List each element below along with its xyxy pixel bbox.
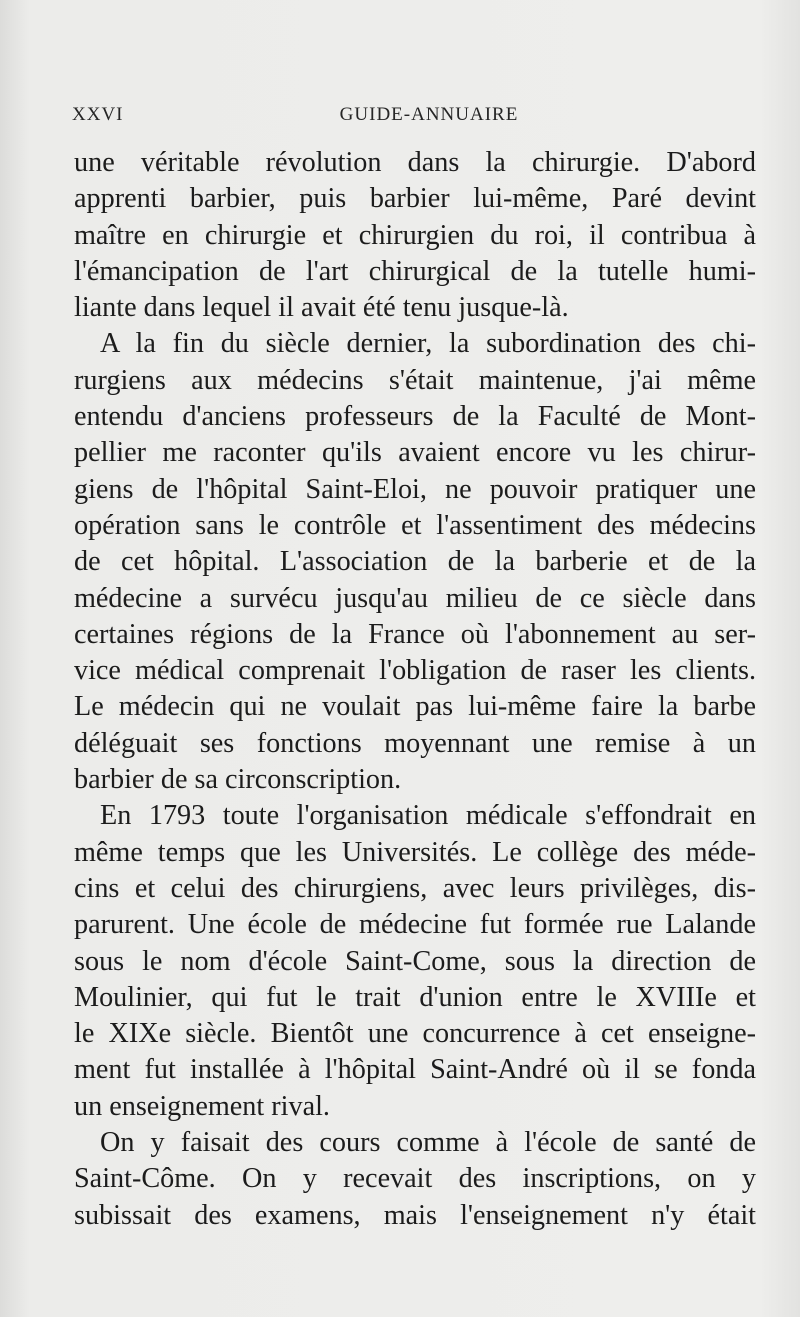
text-line: un enseignement rival. — [74, 1090, 330, 1122]
paragraph — [74, 145, 756, 326]
text-line: giens de l'hôpital Saint-Eloi, ne pouvoir pratiquer une — [74, 473, 756, 505]
text-line: médecine a survécu jusqu'au milieu de ce siècle dans — [74, 582, 756, 614]
text-line: opération sans le contrôle et l'assentiment des médecins — [74, 509, 756, 541]
running-head — [72, 104, 756, 126]
running-title: GUIDE-ANNUAIRE — [339, 104, 519, 125]
text-line: l'émancipation de l'art chirurgical de la tutelle humi- — [74, 255, 756, 287]
paragraph — [74, 1125, 756, 1234]
text-line: une véritable révolution dans la chirurgie. D'abord — [74, 147, 756, 178]
text-line: liante dans lequel il avait été tenu jusque-là. — [74, 292, 569, 324]
text-line: maître en chirurgie et chirurgien du roi, il contribua à — [74, 219, 756, 251]
page-number: XXVI — [72, 104, 124, 125]
text-line: rurgiens aux médecins s'était maintenue, j'ai même — [74, 364, 756, 396]
text-line: On y faisait des cours comme à l'école de santé de — [100, 1127, 756, 1159]
text-line: apprenti barbier, puis barbier lui-même, Paré devint — [74, 183, 756, 215]
text-line: barbier de sa circonscription. — [74, 764, 402, 796]
text-line: En 1793 toute l'organisation médicale s'effondrait en — [100, 800, 756, 832]
text-line: sous le nom d'école Saint-Come, sous la direction de — [74, 945, 756, 977]
text-line: cins et celui des chirurgiens, avec leurs privilèges, dis- — [74, 872, 756, 904]
text-line: de cet hôpital. L'association de la barberie et de la — [74, 546, 756, 578]
text-line: même temps que les Universités. Le collège des méde- — [74, 836, 756, 868]
text-line: certaines régions de la France où l'abonnement au ser- — [74, 618, 756, 650]
text-line: pellier me raconter qu'ils avaient encore vu les chirur- — [74, 437, 756, 469]
text-line: Le médecin qui ne voulait pas lui-même faire la barbe — [74, 691, 756, 723]
text-line: déléguait ses fonctions moyennant une remise à un — [74, 727, 756, 759]
text-line: Moulinier, qui fut le trait d'union entre le XVIIIe et — [74, 981, 756, 1013]
text-line: parurent. Une école de médecine fut formée rue Lalande — [74, 909, 756, 941]
text-line: vice médical comprenait l'obligation de raser les clients. — [74, 655, 756, 687]
text-line: entendu d'anciens professeurs de la Faculté de Mont- — [74, 401, 756, 433]
paragraph — [74, 798, 756, 1125]
text-line: ment fut installée à l'hôpital Saint-André où il se fonda — [74, 1054, 756, 1086]
body-text — [74, 145, 756, 1234]
text-line: Saint-Côme. On y recevait des inscriptions, on y — [74, 1163, 756, 1195]
paragraph — [74, 326, 756, 798]
text-line: subissait des examens, mais l'enseignement n'y était — [74, 1199, 756, 1231]
text-line: A la fin du siècle dernier, la subordination des chi- — [100, 328, 756, 360]
text-line: le XIXe siècle. Bientôt une concurrence à cet enseigne- — [74, 1018, 756, 1050]
